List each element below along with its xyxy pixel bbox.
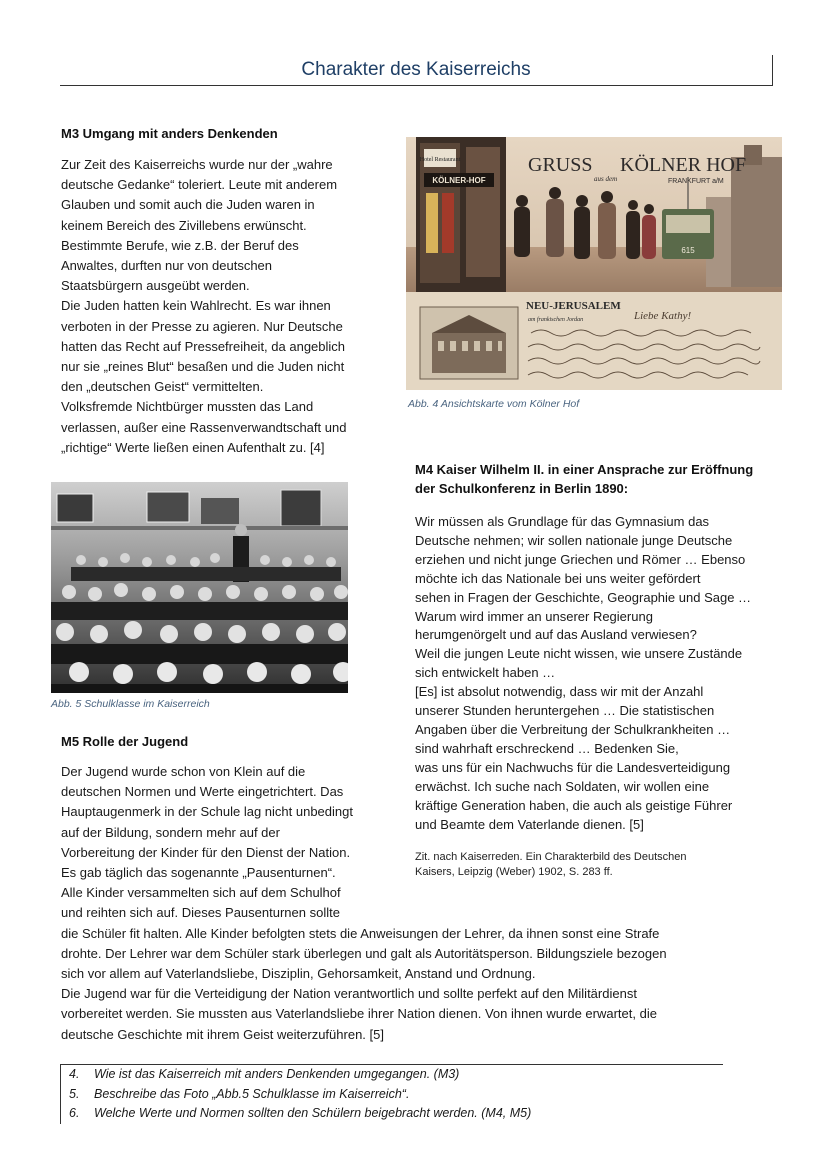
- aus-dem-text: aus dem: [594, 175, 618, 183]
- class-photo-caption: Abb. 5 Schulklasse im Kaiserreich: [51, 698, 210, 710]
- m4-line: sehen in Fragen der Geschichte, Geographie und Sage …: [415, 589, 752, 605]
- task-number: 4.: [69, 1067, 80, 1081]
- m4-line: erziehen und nicht junge Griechen und Römer … Ebenso: [415, 551, 746, 567]
- m5-line: sich vor allem auf Vaterlandsliebe, Disziplin, Gehorsamkeit, Anstand und Ordnung.: [61, 966, 536, 982]
- task-text: Welche Werte und Normen sollten den Schülern beigebracht werden. (M4, M5): [94, 1106, 532, 1120]
- task-number: 5.: [69, 1086, 80, 1101]
- m5-line: drohte. Der Lehrer war dem Schüler stark überlegen und galt als Autoritätsperson. Bildungsziele bezogen: [61, 945, 667, 961]
- m4-line: unserer Stunden heruntergehen … Die statistischen: [415, 703, 715, 719]
- m5-line: Hauptaugenmerk in der Schule lag nicht unbedingt: [61, 804, 353, 820]
- task-item: [61, 1065, 723, 1085]
- m3-line: „richtige“ Werte ließen einen Aufenthalt zu. [4]: [61, 439, 325, 455]
- m4-line: sich entwickelt haben …: [415, 665, 556, 681]
- frankfurt-text: FRANKFURT a/M: [668, 178, 724, 185]
- m4-line: Weil die jungen Leute nicht wissen, wie unsere Zustände: [415, 646, 743, 662]
- m5-line: Alle Kinder versammelten sich auf dem Schulhof: [61, 885, 341, 901]
- m4-line: und Beamte dem Vaterlande dienen. [5]: [415, 816, 644, 832]
- m5-line: Es gab täglich das sogenannte „Pausenturnen“.: [61, 865, 336, 881]
- m4-line: möchte ich das Nationale bei uns weiter gefördert: [415, 570, 701, 586]
- m4-line: kräftige Generation haben, die auch als geistige Führer: [415, 797, 733, 813]
- m4-line: erwächst. Ich suche nach Soldaten, wir wollen eine: [415, 778, 710, 794]
- m4-line: was uns für ein Nachwuchs für die Landesverteidigung: [415, 759, 731, 775]
- task-list: [60, 1064, 723, 1124]
- m3-line: Die Juden hatten kein Wahlrecht. Es war ihnen: [61, 298, 331, 314]
- m3-line: Bestimmte Berufe, wie z.B. der Beruf des: [61, 237, 299, 253]
- m3-heading: M3 Umgang mit anders Denkenden: [61, 126, 278, 141]
- tram-number-text: 615: [681, 246, 695, 255]
- postcard-caption: Abb. 4 Ansichtskarte vom Kölner Hof: [408, 398, 580, 410]
- gruss-text: GRUSS: [528, 154, 593, 176]
- m3-line: deutsche Gedanke“ toleriert. Leute mit anderem: [61, 177, 338, 193]
- task-item: [61, 1085, 723, 1105]
- koelner-hof-text: KÖLNER HOF: [620, 154, 747, 176]
- m5-line: deutschen Normen und Werte eingetrichtert. Das: [61, 784, 344, 800]
- m3-line: verlassen, außer eine Rassenverwandtschaft und: [61, 419, 347, 435]
- m3-line: hatten das Recht auf Pressefreiheit, da angeblich: [61, 338, 346, 354]
- m3-line: Glauben und somit auch die Juden waren in: [61, 197, 315, 213]
- m5-line: auf der Bildung, sondern mehr auf der: [61, 824, 280, 840]
- m4-line: [Es] ist absolut notwendig, dass wir mit der Anzahl: [415, 684, 704, 700]
- m3-line: Anwaltes, durften nur von deutschen: [61, 258, 273, 274]
- class-photo-image: [51, 482, 348, 693]
- m4-source-line: Kaisers, Leipzig (Weber) 1902, S. 283 ff.: [415, 866, 613, 878]
- task-text: Wie ist das Kaiserreich mit anders Denkenden umgegangen. (M3): [94, 1067, 460, 1081]
- m4-line: Angaben über die Verbreitung der Schulkrankheiten …: [415, 721, 731, 737]
- neu-jerusalem-text: NEU-JERUSALEM: [526, 300, 621, 312]
- m4-line: herumgenörgelt und auf das Ausland verwiesen?: [415, 627, 697, 643]
- m5-line: deutsche Geschichte mit ihrem Geist weiterzuführen. [5]: [61, 1026, 384, 1042]
- m3-line: Zur Zeit des Kaiserreichs wurde nur der „wahre: [61, 157, 333, 172]
- task-number: 6.: [69, 1106, 80, 1120]
- m4-line: Deutsche nehmen; wir sollen nationale junge Deutsche: [415, 532, 733, 548]
- m5-heading: M5 Rolle der Jugend: [61, 734, 189, 749]
- m4-line: Wir müssen als Grundlage für das Gymnasium das: [415, 514, 710, 529]
- m5-line: Vorbereitung der Kinder für den Dienst der Nation.: [61, 844, 351, 860]
- m5-line: und reihten sich auf. Dieses Pausenturnen sollte: [61, 905, 340, 921]
- m4-line: Warum wird immer an unserer Regierung: [415, 608, 653, 624]
- m4-line: sind wahrhaft erschreckend … Bedenken Sie,: [415, 740, 679, 756]
- m3-line: nur sie „reines Blut“ besaßen und die Juden nicht: [61, 359, 345, 375]
- m5-line: vorbereitet werden. Sie mussten aus Vaterlandsliebe ihrer Nation dienen. Von ihnen wurde erwartet, die: [61, 1006, 657, 1022]
- m3-line: verboten in der Presse zu agieren. Nur Deutsche: [61, 318, 343, 334]
- sign-koelner-hof-text: KÖLNER-HOF: [432, 176, 486, 185]
- m4-source-line: Zit. nach Kaiserreden. Ein Charakterbild des Deutschen: [415, 851, 687, 863]
- m4-heading-line: der Schulkonferenz in Berlin 1890:: [415, 481, 629, 496]
- title-frame: [60, 55, 773, 86]
- greeting-text: Liebe Kathy!: [634, 310, 692, 322]
- am-jordan-text: am frankischen Jordan: [528, 317, 584, 323]
- m3-line: keinem Bereich des Zivillebens erwünscht.: [61, 217, 307, 233]
- m3-text: [61, 155, 346, 458]
- m5-text: [61, 762, 667, 1045]
- m3-line: Volksfremde Nichtbürger mussten das Land: [61, 399, 314, 415]
- task-item: [61, 1104, 723, 1124]
- m3-line: Staatsbürgern ausgeübt werden.: [61, 278, 250, 294]
- m5-line: die Schüler fit halten. Alle Kinder befolgten stets die Anweisungen der Lehrer, da ihnen sonst eine Strafe: [61, 925, 660, 941]
- m3-line: den „deutschen Geist“ vermittelten.: [61, 379, 264, 395]
- m5-line: Die Jugend war für die Verteidigung der Nation verantwortlich und sollte perfekt auf den Militärdienst: [61, 986, 637, 1002]
- page-title: Charakter des Kaiserreichs: [301, 59, 531, 80]
- m4-heading: [415, 460, 753, 498]
- postcard-image: [406, 137, 782, 390]
- sign-hotel-text: Hotel Restaurant: [419, 157, 461, 163]
- m5-line: Der Jugend wurde schon von Klein auf die: [61, 764, 306, 779]
- task-text: Beschreibe das Foto „Abb.5 Schulklasse im Kaiserreich“.: [94, 1086, 410, 1101]
- m4-heading-line: M4 Kaiser Wilhelm II. in einer Ansprache zur Eröffnung: [415, 462, 754, 477]
